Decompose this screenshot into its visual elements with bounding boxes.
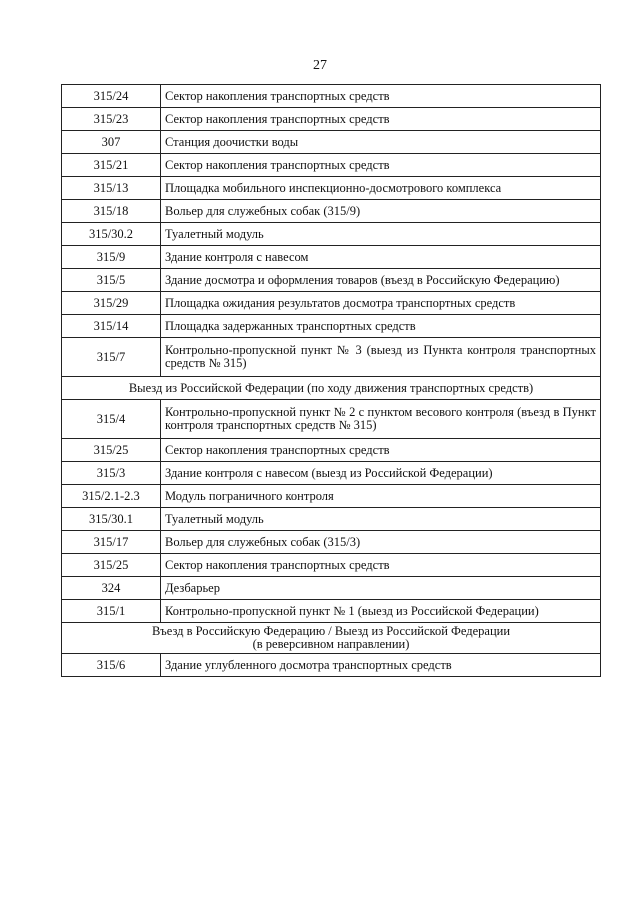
object-code: 315/23 <box>62 108 161 131</box>
object-code: 315/5 <box>62 269 161 292</box>
object-code: 315/30.2 <box>62 223 161 246</box>
object-code: 315/1 <box>62 600 161 623</box>
object-name: Контрольно-пропускной пункт № 1 (выезд из Российской Федерации) <box>161 600 601 623</box>
object-name: Здание углубленного досмотра транспортных средств <box>161 654 601 677</box>
page-number: 27 <box>313 58 327 73</box>
section-header-row <box>62 377 601 400</box>
object-code: 315/2.1-2.3 <box>62 485 161 508</box>
object-code: 315/3 <box>62 462 161 485</box>
section-header-reverse <box>62 623 601 654</box>
table-row <box>62 154 601 177</box>
object-code: 315/14 <box>62 315 161 338</box>
object-code: 315/30.1 <box>62 508 161 531</box>
table-row <box>62 654 601 677</box>
object-code: 315/9 <box>62 246 161 269</box>
section-header-row <box>62 623 601 654</box>
object-name: Площадка задержанных транспортных средств <box>161 315 601 338</box>
object-name: Дезбарьер <box>161 577 601 600</box>
object-name: Вольер для служебных собак (315/9) <box>161 200 601 223</box>
object-name: Сектор накопления транспортных средств <box>161 154 601 177</box>
object-name: Здание досмотра и оформления товаров (въезд в Российскую Федерацию) <box>161 269 601 292</box>
table-row <box>62 577 601 600</box>
object-code: 315/17 <box>62 531 161 554</box>
object-code: 315/6 <box>62 654 161 677</box>
object-name: Сектор накопления транспортных средств <box>161 554 601 577</box>
table-row <box>62 554 601 577</box>
table-row <box>62 131 601 154</box>
object-code: 315/7 <box>62 338 161 377</box>
table-row <box>62 338 601 377</box>
object-code: 307 <box>62 131 161 154</box>
object-code: 315/29 <box>62 292 161 315</box>
object-name: Контрольно-пропускной пункт № 2 с пунктом весового контроля (въезд в Пункт контроля транспортных средств № 315) <box>161 400 601 439</box>
object-code: 315/25 <box>62 554 161 577</box>
object-name: Здание контроля с навесом (выезд из Российской Федерации) <box>161 462 601 485</box>
object-name: Модуль пограничного контроля <box>161 485 601 508</box>
table-row <box>62 600 601 623</box>
table-row <box>62 508 601 531</box>
table-row <box>62 292 601 315</box>
table-row <box>62 315 601 338</box>
section-header-line: Въезд в Российскую Федерацию / Выезд из Российской Федерации <box>151 624 511 638</box>
object-name: Туалетный модуль <box>161 223 601 246</box>
table-row <box>62 531 601 554</box>
object-code: 315/18 <box>62 200 161 223</box>
object-code: 315/25 <box>62 439 161 462</box>
object-name: Сектор накопления транспортных средств <box>161 85 601 108</box>
section-header-line: (в реверсивном направлении) <box>252 637 410 651</box>
object-code: 315/21 <box>62 154 161 177</box>
object-name: Площадка мобильного инспекционно-досмотрового комплекса <box>161 177 601 200</box>
object-name: Площадка ожидания результатов досмотра транспортных средств <box>161 292 601 315</box>
table-row <box>62 223 601 246</box>
table-row <box>62 269 601 292</box>
table-row <box>62 200 601 223</box>
table-row <box>62 485 601 508</box>
object-name: Вольер для служебных собак (315/3) <box>161 531 601 554</box>
object-code: 324 <box>62 577 161 600</box>
object-name: Сектор накопления транспортных средств <box>161 439 601 462</box>
object-code: 315/4 <box>62 400 161 439</box>
table-row <box>62 108 601 131</box>
object-code: 315/24 <box>62 85 161 108</box>
section-header-exit: Выезд из Российской Федерации (по ходу движения транспортных средств) <box>62 377 601 400</box>
objects-table <box>61 84 601 677</box>
object-code: 315/13 <box>62 177 161 200</box>
object-name: Туалетный модуль <box>161 508 601 531</box>
table-row <box>62 85 601 108</box>
table-row <box>62 462 601 485</box>
object-name: Сектор накопления транспортных средств <box>161 108 601 131</box>
object-name: Контрольно-пропускной пункт № 3 (выезд из Пункта контроля транспортных средств № 315) <box>161 338 601 377</box>
table-row <box>62 246 601 269</box>
object-name: Станция доочистки воды <box>161 131 601 154</box>
table-row <box>62 177 601 200</box>
table-row <box>62 439 601 462</box>
table-row <box>62 400 601 439</box>
object-name: Здание контроля с навесом <box>161 246 601 269</box>
